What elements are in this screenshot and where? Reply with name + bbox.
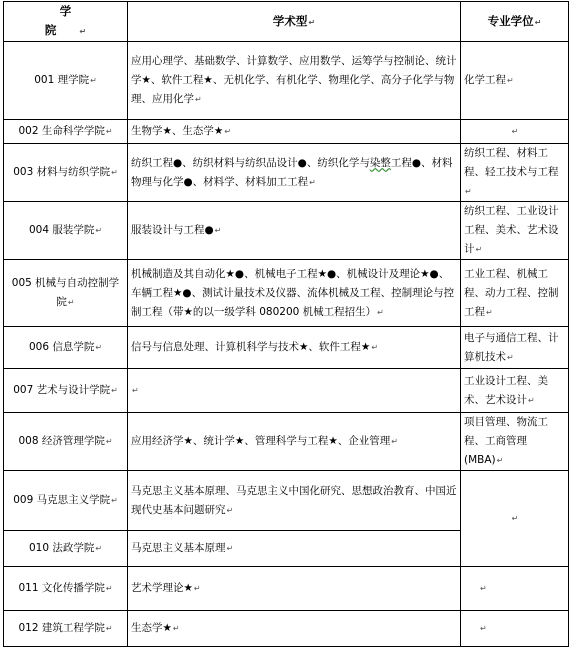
college-cell: 009 马克思主义学院↵ [4, 471, 128, 531]
academic-cell: 机械制造及其自动化★●、机械电子工程★●、机械设计及理论★●、车辆工程★●、测试计量技术及仪器、流体机械及工程、控制理论与控制工程（带★的以一级学科 080200 机械工程招生）↵ [128, 260, 461, 327]
table-row [4, 369, 569, 413]
professional-cell: ↵ [461, 567, 569, 611]
academic-cell: 信号与信息处理、计算机科学与技术★、软件工程★↵ [128, 327, 461, 369]
table-row [4, 327, 569, 369]
professional-cell: ↵ [461, 120, 569, 144]
table-row [4, 144, 569, 202]
professional-cell: 纺织工程、材料工程、轻工技术与工程↵ [461, 144, 569, 202]
table-row [4, 611, 569, 647]
academic-cell: 生物学★、生态学★↵ [128, 120, 461, 144]
academic-cell: 马克思主义基本原理↵ [128, 531, 461, 567]
header-row [4, 2, 569, 42]
table-row [4, 120, 569, 144]
college-cell: 001 理学院↵ [4, 42, 128, 120]
academic-cell: 艺术学理论★↵ [128, 567, 461, 611]
header-professional: 专业学位↵ [461, 2, 569, 42]
academic-cell: ↵ [128, 369, 461, 413]
college-cell: 008 经济管理学院↵ [4, 413, 128, 471]
spellcheck-underline: 染整 [369, 156, 391, 169]
table-row [4, 202, 569, 260]
professional-cell: ↵ [461, 611, 569, 647]
programs-table [3, 1, 569, 647]
professional-cell: 工业工程、机械工程、动力工程、控制工程↵ [461, 260, 569, 327]
academic-cell: 应用心理学、基础数学、计算数学、应用数学、运筹学与控制论、统计学★、软件工程★、无机化学、有机化学、物理化学、高分子化学与物理、应用化学↵ [128, 42, 461, 120]
college-cell: 011 文化传播学院↵ [4, 567, 128, 611]
professional-cell-merged: ↵ [461, 471, 569, 567]
professional-cell: 项目管理、物流工程、工商管理(MBA)↵ [461, 413, 569, 471]
professional-cell: 电子与通信工程、计算机技术↵ [461, 327, 569, 369]
professional-cell: 纺织工程、工业设计工程、美术、艺术设计↵ [461, 202, 569, 260]
college-cell: 003 材料与纺织学院↵ [4, 144, 128, 202]
academic-cell: 纺织工程●、纺织材料与纺织品设计●、纺织化学与染整工程●、材料物理与化学●、材料学、材料加工工程↵ [128, 144, 461, 202]
college-cell: 010 法政学院↵ [4, 531, 128, 567]
header-college: 学 院↵ [4, 2, 128, 42]
college-cell: 004 服装学院↵ [4, 202, 128, 260]
college-cell: 006 信息学院↵ [4, 327, 128, 369]
college-cell: 007 艺术与设计学院↵ [4, 369, 128, 413]
academic-cell: 生态学★↵ [128, 611, 461, 647]
academic-cell: 马克思主义基本原理、马克思主义中国化研究、思想政治教育、中国近现代史基本问题研究↵ [128, 471, 461, 531]
table-row [4, 471, 569, 531]
academic-cell: 服装设计与工程●↵ [128, 202, 461, 260]
academic-cell: 应用经济学★、统计学★、管理科学与工程★、企业管理↵ [128, 413, 461, 471]
table-row [4, 413, 569, 471]
college-cell: 005 机械与自动控制学院↵ [4, 260, 128, 327]
table-row [4, 567, 569, 611]
professional-cell: 化学工程↵ [461, 42, 569, 120]
college-cell: 002 生命科学学院↵ [4, 120, 128, 144]
table-row [4, 42, 569, 120]
college-cell: 012 建筑工程学院↵ [4, 611, 128, 647]
table-row [4, 260, 569, 327]
professional-cell: 工业设计工程、美术、艺术设计↵ [461, 369, 569, 413]
header-academic: 学术型↵ [128, 2, 461, 42]
